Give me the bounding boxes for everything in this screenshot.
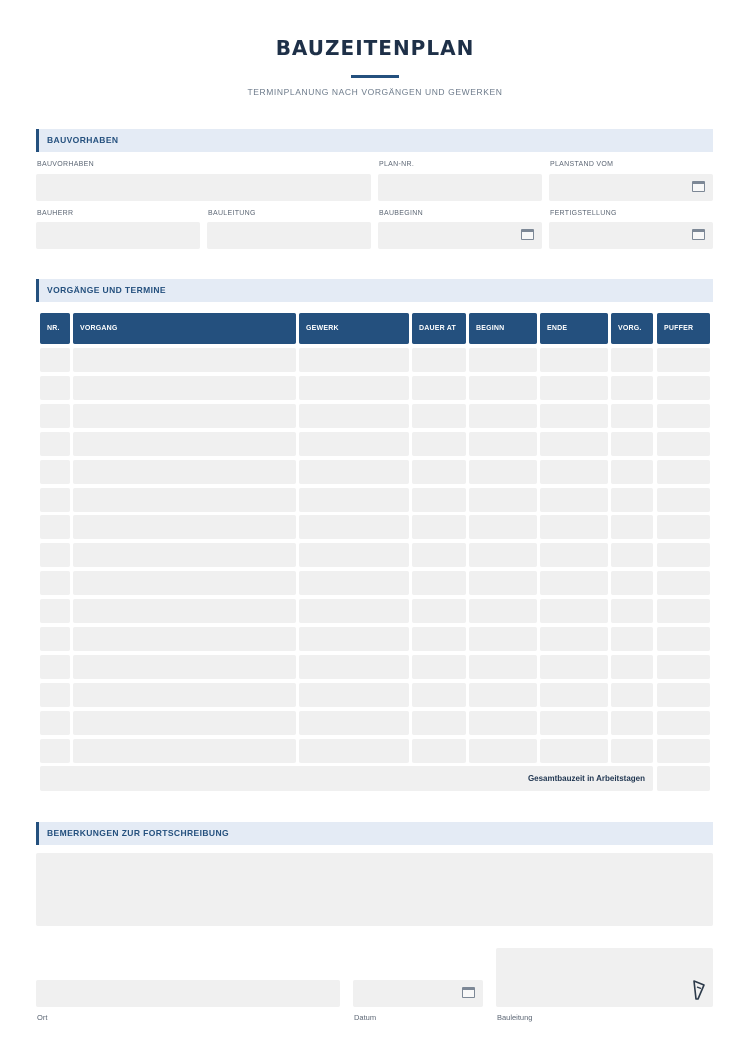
cell-gewerk[interactable] xyxy=(299,515,409,539)
cell-gewerk[interactable] xyxy=(299,683,409,707)
cell-vorg[interactable] xyxy=(611,404,653,428)
cell-gewerk[interactable] xyxy=(299,376,409,400)
cell-vorgang[interactable] xyxy=(73,515,296,539)
cell-puffer[interactable] xyxy=(657,571,710,595)
cell-beginn[interactable] xyxy=(469,655,537,679)
cell-nr[interactable] xyxy=(40,683,70,707)
cell-beginn[interactable] xyxy=(469,739,537,763)
cell-beginn[interactable] xyxy=(469,348,537,372)
column-header-dauer: DAUER AT xyxy=(412,313,466,344)
total-duration-label: Gesamtbauzeit in Arbeitstagen xyxy=(40,766,653,791)
cell-vorgang[interactable] xyxy=(73,543,296,567)
cell-beginn[interactable] xyxy=(469,543,537,567)
cell-beginn[interactable] xyxy=(469,432,537,456)
cell-nr[interactable] xyxy=(40,711,70,735)
cell-gewerk[interactable] xyxy=(299,404,409,428)
pen-icon xyxy=(691,979,707,1001)
cell-puffer[interactable] xyxy=(657,460,710,484)
cell-nr[interactable] xyxy=(40,488,70,512)
column-header-ende: ENDE xyxy=(540,313,608,344)
page-subtitle: TERMINPLANUNG NACH VORGÄNGEN UND GEWERKEN xyxy=(247,87,503,97)
cell-ende[interactable] xyxy=(540,543,608,567)
calendar-icon[interactable] xyxy=(521,229,534,240)
cell-vorgang[interactable] xyxy=(73,739,296,763)
cell-puffer[interactable] xyxy=(657,543,710,567)
cell-puffer[interactable] xyxy=(657,683,710,707)
cell-vorg[interactable] xyxy=(611,711,653,735)
cell-dauer[interactable] xyxy=(412,599,466,623)
cell-nr[interactable] xyxy=(40,627,70,651)
bauleitung-label: BAULEITUNG xyxy=(208,210,256,217)
cell-vorgang[interactable] xyxy=(73,404,296,428)
cell-puffer[interactable] xyxy=(657,432,710,456)
bauleitung-field[interactable] xyxy=(207,222,371,249)
cell-vorg[interactable] xyxy=(611,460,653,484)
cell-dauer[interactable] xyxy=(412,432,466,456)
cell-vorgang[interactable] xyxy=(73,683,296,707)
cell-vorgang[interactable] xyxy=(73,627,296,651)
cell-dauer[interactable] xyxy=(412,627,466,651)
planstand-vom-label: PLANSTAND VOM xyxy=(550,161,614,168)
column-header-gewerk: GEWERK xyxy=(299,313,409,344)
cell-beginn[interactable] xyxy=(469,376,537,400)
cell-nr[interactable] xyxy=(40,515,70,539)
cell-dauer[interactable] xyxy=(412,404,466,428)
cell-puffer[interactable] xyxy=(657,739,710,763)
cell-ende[interactable] xyxy=(540,739,608,763)
signature-field[interactable] xyxy=(496,948,713,1007)
cell-nr[interactable] xyxy=(40,571,70,595)
cell-vorg[interactable] xyxy=(611,515,653,539)
cell-nr[interactable] xyxy=(40,599,70,623)
cell-ende[interactable] xyxy=(540,571,608,595)
cell-dauer[interactable] xyxy=(412,711,466,735)
calendar-icon[interactable] xyxy=(692,229,705,240)
cell-dauer[interactable] xyxy=(412,460,466,484)
cell-beginn[interactable] xyxy=(469,627,537,651)
cell-dauer[interactable] xyxy=(412,683,466,707)
plan-nr-label: PLAN-NR. xyxy=(379,161,415,168)
cell-dauer[interactable] xyxy=(412,376,466,400)
cell-vorgang[interactable] xyxy=(73,488,296,512)
cell-vorgang[interactable] xyxy=(73,571,296,595)
cell-gewerk[interactable] xyxy=(299,543,409,567)
baubeginn-field[interactable] xyxy=(378,222,542,249)
cell-gewerk[interactable] xyxy=(299,711,409,735)
cell-vorg[interactable] xyxy=(611,543,653,567)
cell-vorgang[interactable] xyxy=(73,711,296,735)
fertigstellung-field[interactable] xyxy=(549,222,713,249)
total-duration-field[interactable] xyxy=(657,766,710,791)
cell-puffer[interactable] xyxy=(657,711,710,735)
cell-vorgang[interactable] xyxy=(73,460,296,484)
cell-puffer[interactable] xyxy=(657,515,710,539)
cell-vorg[interactable] xyxy=(611,348,653,372)
cell-vorg[interactable] xyxy=(611,432,653,456)
section-heading-bauvorhaben: BAUVORHABEN xyxy=(36,129,713,152)
cell-gewerk[interactable] xyxy=(299,655,409,679)
cell-nr[interactable] xyxy=(40,348,70,372)
cell-nr[interactable] xyxy=(40,404,70,428)
cell-nr[interactable] xyxy=(40,376,70,400)
cell-vorgang[interactable] xyxy=(73,599,296,623)
bauvorhaben-label: BAUVORHABEN xyxy=(37,161,94,168)
bauherr-label: BAUHERR xyxy=(37,210,74,217)
cell-beginn[interactable] xyxy=(469,599,537,623)
calendar-icon[interactable] xyxy=(462,987,475,998)
cell-puffer[interactable] xyxy=(657,376,710,400)
cell-ende[interactable] xyxy=(540,488,608,512)
cell-beginn[interactable] xyxy=(469,683,537,707)
cell-nr[interactable] xyxy=(40,460,70,484)
cell-gewerk[interactable] xyxy=(299,432,409,456)
cell-vorg[interactable] xyxy=(611,571,653,595)
cell-vorg[interactable] xyxy=(611,655,653,679)
cell-puffer[interactable] xyxy=(657,627,710,651)
cell-dauer[interactable] xyxy=(412,348,466,372)
baubeginn-label: BAUBEGINN xyxy=(379,210,423,217)
cell-gewerk[interactable] xyxy=(299,460,409,484)
cell-ende[interactable] xyxy=(540,432,608,456)
cell-ende[interactable] xyxy=(540,348,608,372)
cell-gewerk[interactable] xyxy=(299,599,409,623)
cell-dauer[interactable] xyxy=(412,543,466,567)
cell-ende[interactable] xyxy=(540,655,608,679)
cell-ende[interactable] xyxy=(540,599,608,623)
cell-beginn[interactable] xyxy=(469,571,537,595)
cell-ende[interactable] xyxy=(540,711,608,735)
cell-nr[interactable] xyxy=(40,543,70,567)
remarks-field[interactable] xyxy=(36,853,713,926)
cell-ende[interactable] xyxy=(540,404,608,428)
datum-field[interactable] xyxy=(353,980,483,1007)
section-heading-vorgaenge: VORGÄNGE UND TERMINE xyxy=(36,279,713,302)
cell-vorg[interactable] xyxy=(611,683,653,707)
cell-vorg[interactable] xyxy=(611,739,653,763)
page-title: BAUZEITENPLAN xyxy=(275,36,475,60)
cell-dauer[interactable] xyxy=(412,488,466,512)
column-header-vorgang: VORGANG xyxy=(73,313,296,344)
bauvorhaben-field[interactable] xyxy=(36,174,371,201)
datum-label: Datum xyxy=(354,1013,377,1022)
cell-vorgang[interactable] xyxy=(73,348,296,372)
cell-dauer[interactable] xyxy=(412,571,466,595)
cell-vorgang[interactable] xyxy=(73,376,296,400)
cell-gewerk[interactable] xyxy=(299,571,409,595)
section-heading-bemerkungen: BEMERKUNGEN ZUR FORTSCHREIBUNG xyxy=(36,822,713,845)
cell-beginn[interactable] xyxy=(469,460,537,484)
cell-dauer[interactable] xyxy=(412,515,466,539)
cell-puffer[interactable] xyxy=(657,348,710,372)
cell-puffer[interactable] xyxy=(657,488,710,512)
plan-nr-field[interactable] xyxy=(378,174,542,201)
cell-vorg[interactable] xyxy=(611,376,653,400)
cell-gewerk[interactable] xyxy=(299,627,409,651)
ort-field[interactable] xyxy=(36,980,340,1007)
fertigstellung-label: FERTIGSTELLUNG xyxy=(550,210,617,217)
cell-gewerk[interactable] xyxy=(299,488,409,512)
cell-vorg[interactable] xyxy=(611,488,653,512)
cell-vorg[interactable] xyxy=(611,599,653,623)
planstand-vom-field[interactable] xyxy=(549,174,713,201)
cell-nr[interactable] xyxy=(40,655,70,679)
cell-vorg[interactable] xyxy=(611,627,653,651)
ort-label: Ort xyxy=(37,1013,48,1022)
calendar-icon[interactable] xyxy=(692,181,705,192)
cell-dauer[interactable] xyxy=(412,739,466,763)
cell-ende[interactable] xyxy=(540,376,608,400)
column-header-beginn: BEGINN xyxy=(469,313,537,344)
cell-vorgang[interactable] xyxy=(73,432,296,456)
cell-beginn[interactable] xyxy=(469,711,537,735)
cell-ende[interactable] xyxy=(540,515,608,539)
cell-ende[interactable] xyxy=(540,627,608,651)
cell-ende[interactable] xyxy=(540,460,608,484)
column-header-vorg: VORG. xyxy=(611,313,653,344)
cell-beginn[interactable] xyxy=(469,404,537,428)
cell-nr[interactable] xyxy=(40,739,70,763)
column-header-nr: NR. xyxy=(40,313,70,344)
cell-puffer[interactable] xyxy=(657,599,710,623)
cell-gewerk[interactable] xyxy=(299,348,409,372)
cell-beginn[interactable] xyxy=(469,488,537,512)
cell-puffer[interactable] xyxy=(657,655,710,679)
cell-beginn[interactable] xyxy=(469,515,537,539)
bauherr-field[interactable] xyxy=(36,222,200,249)
title-underline xyxy=(351,75,399,78)
cell-puffer[interactable] xyxy=(657,404,710,428)
cell-ende[interactable] xyxy=(540,683,608,707)
bauleitung-signature-label: Bauleitung xyxy=(497,1013,533,1022)
column-header-puffer: PUFFER xyxy=(657,313,710,344)
cell-nr[interactable] xyxy=(40,432,70,456)
cell-vorgang[interactable] xyxy=(73,655,296,679)
cell-dauer[interactable] xyxy=(412,655,466,679)
cell-gewerk[interactable] xyxy=(299,739,409,763)
